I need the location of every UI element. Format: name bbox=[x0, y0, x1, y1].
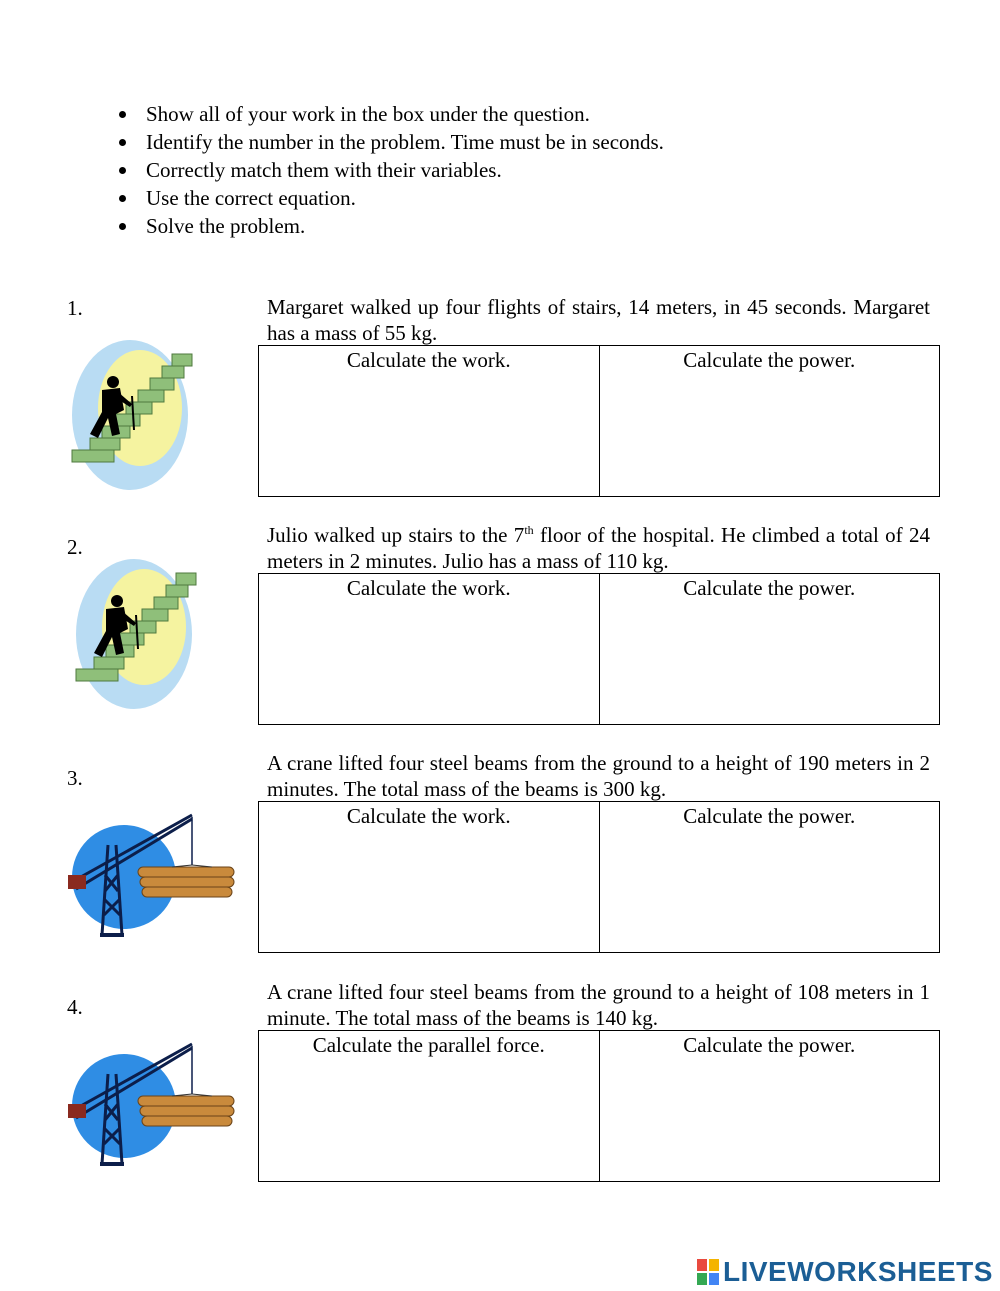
answer-box bbox=[258, 573, 940, 725]
power-answer-input[interactable] bbox=[611, 835, 927, 949]
answer-box bbox=[258, 345, 940, 497]
question-number: 1. bbox=[67, 296, 83, 320]
instruction-item: Solve the problem. bbox=[108, 212, 664, 240]
work-cell bbox=[259, 574, 599, 724]
logo-text: LIVEWORKSHEETS bbox=[723, 1256, 993, 1287]
parallel-force-cell bbox=[259, 1031, 599, 1181]
cell-label: Calculate the power. bbox=[683, 1033, 856, 1057]
stair-climber-icon bbox=[68, 338, 198, 493]
stair-climber-icon bbox=[72, 557, 202, 712]
liveworksheets-logo bbox=[697, 1256, 993, 1288]
question-text: A crane lifted four steel beams from the ground to a height of 108 meters in 1 minute. The total mass of the beams is 140 kg. bbox=[267, 980, 930, 1030]
power-cell bbox=[599, 346, 940, 496]
work-answer-input[interactable] bbox=[271, 835, 587, 949]
ordinal-superscript: th bbox=[524, 523, 534, 537]
question-text-part: Julio walked up stairs to the 7 bbox=[267, 523, 525, 547]
question-number: 3. bbox=[67, 766, 83, 790]
power-answer-input[interactable] bbox=[611, 1064, 927, 1178]
cell-label: Calculate the work. bbox=[346, 576, 511, 600]
cell-label: Calculate the work. bbox=[346, 804, 511, 828]
crane-icon bbox=[66, 805, 238, 940]
instruction-item: Correctly match them with their variables. bbox=[108, 156, 664, 184]
power-cell bbox=[599, 802, 940, 952]
logo-blocks-icon bbox=[697, 1259, 719, 1285]
work-cell bbox=[259, 802, 599, 952]
question-number: 2. bbox=[67, 535, 83, 559]
cell-label: Calculate the parallel force. bbox=[312, 1033, 545, 1057]
instructions-list bbox=[108, 100, 664, 240]
crane-icon bbox=[66, 1034, 238, 1169]
work-cell bbox=[259, 346, 599, 496]
power-answer-input[interactable] bbox=[611, 607, 927, 721]
power-cell bbox=[599, 1031, 940, 1181]
instruction-item: Identify the number in the problem. Time must be in seconds. bbox=[108, 128, 664, 156]
question-text: A crane lifted four steel beams from the ground to a height of 190 meters in 2 minutes. The total mass of the beams is 300 kg. bbox=[267, 751, 930, 801]
cell-label: Calculate the power. bbox=[683, 348, 856, 372]
answer-box bbox=[258, 801, 940, 953]
cell-label: Calculate the power. bbox=[683, 576, 856, 600]
answer-box bbox=[258, 1030, 940, 1182]
parallel-force-answer-input[interactable] bbox=[271, 1064, 587, 1178]
instruction-item: Use the correct equation. bbox=[108, 184, 664, 212]
cell-label: Calculate the work. bbox=[346, 348, 511, 372]
work-answer-input[interactable] bbox=[271, 379, 587, 493]
question-text: Margaret walked up four flights of stairs, 14 meters, in 45 seconds. Margaret has a mass of 55 kg. bbox=[267, 295, 930, 345]
question-number: 4. bbox=[67, 995, 83, 1019]
power-answer-input[interactable] bbox=[611, 379, 927, 493]
work-answer-input[interactable] bbox=[271, 607, 587, 721]
question-text bbox=[267, 522, 930, 574]
cell-label: Calculate the power. bbox=[683, 804, 856, 828]
power-cell bbox=[599, 574, 940, 724]
question-text-part: floor of the hospital. He climbed a total of 24 meters in 2 minutes. Julio has a mass of 110 kg. bbox=[267, 523, 930, 573]
instruction-item: Show all of your work in the box under the question. bbox=[108, 100, 664, 128]
